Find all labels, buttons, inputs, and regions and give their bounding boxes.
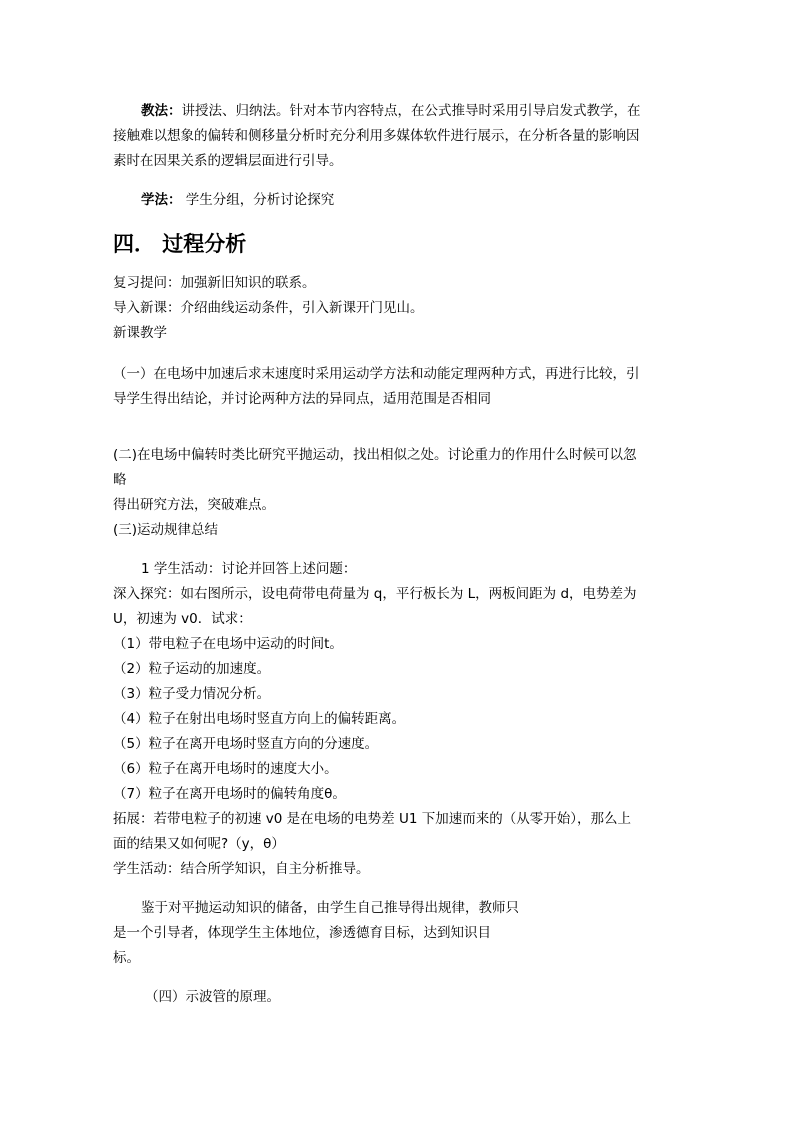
extension-line-2: 面的结果又如何呢?（y，θ） <box>113 836 285 852</box>
summary-line-1: 鉴于对平抛运动知识的储备，由学生自己推导得出规律，教师只 <box>141 900 519 916</box>
teaching-method-line-1 <box>141 101 641 121</box>
part-2-line-2: 略 <box>113 472 127 488</box>
student-activity: 学生活动：结合所学知识，自主分析推导。 <box>113 861 370 877</box>
part-1-line-2: 导学生得出结论，并讨论两种方法的异同点，适用范围是否相同 <box>113 391 491 407</box>
part-4-heading: （四）示波管的原理。 <box>145 989 280 1005</box>
explore-line-2: U，初速为 v0．试求： <box>113 611 252 627</box>
section-heading: 四． 过程分析 <box>113 232 247 256</box>
summary-line-3: 标。 <box>113 950 140 966</box>
question-item: （2）粒子运动的加速度。 <box>113 661 271 677</box>
summary-line-2: 是一个引导者，体现学生主体地位，渗透德育目标，达到知识目 <box>113 925 491 941</box>
learning-method-label: 学法： <box>141 192 182 208</box>
activity-title: 1 学生活动：讨论并回答上述问题： <box>141 561 357 577</box>
part-1-line-1: （一）在电场中加速后求末速度时采用运动学方法和动能定理两种方式，再进行比较，引 <box>113 366 640 382</box>
question-item: （7）粒子在离开电场时的偏转角度θ。 <box>113 786 346 802</box>
question-item: （5）粒子在离开电场时竖直方向的分速度。 <box>113 736 379 752</box>
teaching-method-text: 讲授法、归纳法。针对本节内容特点，在公式推导时采用引导启发式教学，在 <box>181 103 641 119</box>
learning-method-text: 学生分组，分析讨论探究 <box>181 192 335 208</box>
part-2-line-1: (二)在电场中偏转时类比研究平抛运动，找出相似之处。讨论重力的作用什么时候可以忽 <box>113 447 637 463</box>
new-lesson-label: 新课教学 <box>113 325 167 341</box>
question-item: （1）带电粒子在电场中运动的时间t。 <box>113 636 343 652</box>
teaching-method-label: 教法： <box>141 103 182 119</box>
learning-method-line <box>141 190 334 210</box>
explore-line-1: 深入探究：如右图所示，设电荷带电荷量为 q，平行板长为 L，两板间距为 d，电势差为 <box>113 586 637 602</box>
teaching-method-line-3: 素时在因果关系的逻辑层面进行引导。 <box>113 153 343 169</box>
part-2-line-3: 得出研究方法，突破难点。 <box>113 497 275 513</box>
extension-line-1: 拓展：若带电粒子的初速 v0 是在电场的电势差 U1 下加速而来的（从零开始），那么上 <box>113 811 631 827</box>
question-item: （4）粒子在射出电场时竖直方向上的偏转距离。 <box>113 711 406 727</box>
teaching-method-line-2: 接触难以想象的偏转和侧移量分析时充分利用多媒体软件进行展示，在分析各量的影响因 <box>113 128 640 144</box>
question-item: （3）粒子受力情况分析。 <box>113 686 271 702</box>
part-3-heading: (三)运动规律总结 <box>113 522 219 538</box>
question-item: （6）粒子在离开电场时的速度大小。 <box>113 761 338 777</box>
review-question: 复习提问：加强新旧知识的联系。 <box>113 275 316 291</box>
lesson-intro: 导入新课：介绍曲线运动条件，引入新课开门见山。 <box>113 300 424 316</box>
